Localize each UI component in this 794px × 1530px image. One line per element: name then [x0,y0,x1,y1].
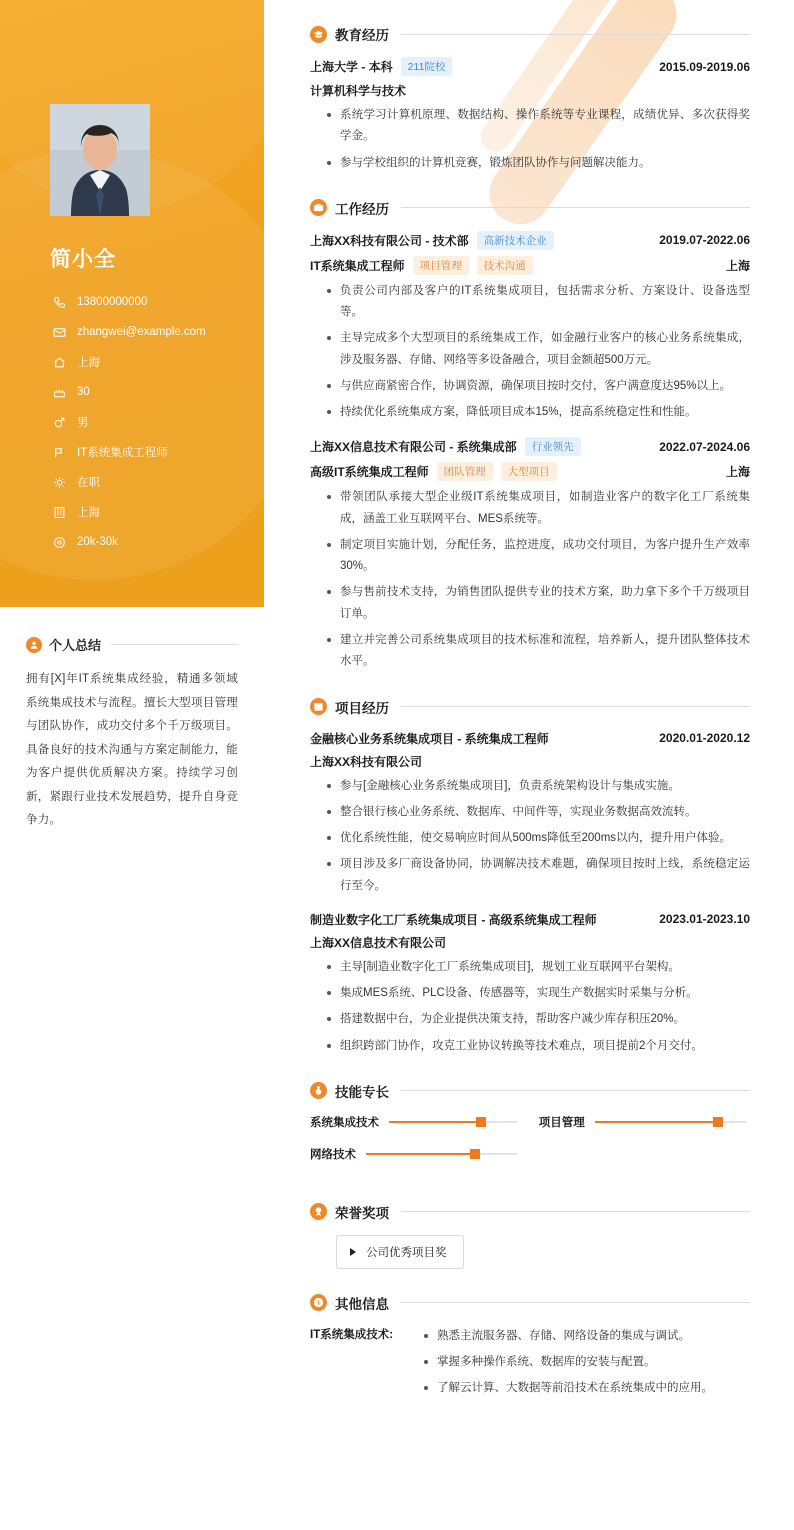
work-entry [310,231,750,424]
section-title: 其他信息 [335,1296,389,1312]
contact-item-city [50,347,206,377]
divider [401,1090,750,1091]
section-title: 项目经历 [335,700,389,716]
home-icon [50,356,68,369]
entry-org: 制造业数字化工厂系统集成项目 - 高级系统集成工程师 [310,912,597,927]
entry-subtitle: 上海XX科技有限公司 [310,754,423,769]
skill-item [310,1146,517,1162]
entry-subheading [310,753,750,770]
contact-value: zhangwei@example.com [77,326,206,338]
entry-heading [310,437,750,456]
bullet-item: 掌握多种操作系统、数据库的安装与配置。 [424,1352,713,1374]
award-icon [310,1203,327,1220]
bullet-item: 项目涉及多厂商设备协同，协调解决技术难题，确保项目按时上线，系统稳定运行至今。 [327,854,750,897]
entry-subtitle: 计算机科学与技术 [310,84,407,98]
bullet-item: 持续优化系统集成方案，降低项目成本15%，提高系统稳定性和性能。 [327,402,750,423]
honor-item[interactable] [336,1235,464,1269]
gender-icon [50,416,68,429]
section-projects [310,697,750,1057]
contact-item-gender [50,407,206,437]
bullet-item: 带领团队承接大型企业级IT系统集成项目，如制造业客户的数字化工厂系统集成，涵盖工业互联网平台、MES系统等。 [327,487,750,530]
section-title: 工作经历 [335,201,389,217]
divider [401,706,750,707]
page-title: 简小全 [50,248,116,271]
entry-org: 上海XX科技有限公司 - 技术部 [310,233,469,248]
entry-role: 高级IT系统集成工程师 [310,465,429,480]
sidebar [0,0,264,1530]
contact-value: 在职 [77,477,100,489]
entry-org: 上海XX信息技术有限公司 - 系统集成部 [310,440,517,455]
bullet-item: 主导完成多个大型项目的系统集成工作，如金融行业客户的核心业务系统集成，涉及服务器、存储、网络等多设备融合，项目金额超500万元。 [327,328,750,371]
bullet-item: 与供应商紧密合作，协调资源，确保项目按时交付，客户满意度达95%以上。 [327,376,750,397]
main-content [264,0,794,1530]
project-entry [310,911,750,1057]
skills-list [310,1114,750,1178]
entry-subheading [310,256,750,275]
skill-bar-knob[interactable] [476,1117,486,1127]
sidebar-header [0,0,264,607]
divider [401,34,750,35]
status-icon [50,476,68,489]
flag-icon [50,446,68,459]
entry-bullets [310,105,750,174]
skill-name: 项目管理 [538,1116,585,1129]
role-tag: 项目管理 [413,256,469,275]
entry-bullets [310,776,750,897]
other-info-bullets [407,1326,713,1404]
section-title: 技能专长 [335,1084,389,1100]
bullet-item: 了解云计算、大数据等前沿技术在系统集成中的应用。 [424,1378,713,1400]
contact-item-workplace [50,497,206,527]
contact-value: IT系统集成工程师 [77,447,168,459]
entry-bullets [310,487,750,672]
summary-header [26,635,238,654]
entry-heading [310,730,750,747]
entry-bullets [310,957,750,1057]
bullet-item: 建立并完善公司系统集成项目的技术标准和流程，培养新人，提升团队整体技术水平。 [327,630,750,673]
section-honors [310,1202,750,1269]
portrait-photo-icon [50,104,150,216]
skill-item [539,1114,746,1130]
other-info-row [310,1326,750,1404]
bullet-item: 参与学校组织的计算机竞赛，锻炼团队协作与问题解决能力。 [327,153,750,174]
bullet-item: 熟悉主流服务器、存储、网络设备的集成与调试。 [424,1326,713,1348]
divider [401,1211,750,1212]
project-entry [310,730,750,897]
avatar [50,104,150,216]
entry-heading [310,911,750,928]
honor-label: 公司优秀项目奖 [366,1246,447,1259]
contact-value: 男 [77,417,89,429]
skill-bar [595,1121,746,1123]
section-header [310,24,750,44]
entry-bullets [310,281,750,424]
entry-subheading [310,462,750,481]
section-skills [310,1081,750,1178]
bullet-item: 组织跨部门协作，攻克工业协议转换等技术难点，项目提前2个月交付。 [327,1036,750,1057]
section-header [310,1202,750,1222]
entry-tag: 211院校 [401,57,453,76]
contact-list [50,287,206,557]
bullet-item: 集成MES系统、PLC设备、传感器等，实现生产数据实时采集与分析。 [327,983,750,1004]
calendar-icon [310,698,327,715]
contact-item-age [50,377,206,407]
section-title: 教育经历 [335,28,389,43]
entry-tag: 高新技术企业 [477,231,554,250]
phone-icon [50,296,68,309]
bullet-item: 负责公司内部及客户的IT系统集成项目，包括需求分析、方案设计、设备选型等。 [327,281,750,324]
bullet-item: 整合银行核心业务系统、数据库、中间件等，实现业务数据高效流转。 [327,802,750,823]
info-icon [310,1294,327,1311]
summary-title: 个人总结 [49,638,102,653]
contact-value: 20k-30k [77,536,118,548]
skill-bar-fill [389,1121,481,1123]
skill-bar-fill [366,1153,475,1155]
entry-date: 2020.01-2020.12 [659,731,750,746]
section-header [310,1293,750,1313]
section-other [310,1293,750,1404]
section-education [310,24,750,174]
skill-bar-knob[interactable] [470,1149,480,1159]
entry-date: 2023.01-2023.10 [659,912,750,927]
bullet-item: 系统学习计算机原理、数据结构、操作系统等专业课程，成绩优异、多次获得奖学金。 [327,105,750,148]
contact-item-status [50,467,206,497]
entry-role: IT系统集成工程师 [310,258,405,273]
salary-icon [50,536,68,549]
briefcase-icon [310,199,327,216]
contact-value: 上海 [77,357,100,369]
entry-heading [310,231,750,250]
entry-location: 上海 [725,465,750,480]
entry-date: 2015.09-2019.06 [659,59,750,74]
entry-subtitle: 上海XX信息技术有限公司 [310,935,447,950]
education-entry [310,57,750,174]
contact-value: 30 [77,386,90,398]
bullet-item: 搭建数据中台，为企业提供决策支持，帮助客户减少库存积压20%。 [327,1009,750,1030]
divider [111,644,238,645]
bullet-item: 主导[制造业数字化工厂系统集成项目]，规划工业互联网平台架构。 [327,957,750,978]
contact-value: 上海 [77,507,100,519]
skill-name: 系统集成技术 [310,1116,379,1129]
medal-icon [310,1082,327,1099]
bullet-item: 优化系统性能，使交易响应时间从500ms降低至200ms以内，提升用户体验。 [327,828,750,849]
section-work [310,198,750,673]
play-triangle-icon [350,1248,356,1256]
bullet-item: 制定项目实施计划，分配任务，监控进度，成功交付项目，为客户提升生产效率30%。 [327,535,750,578]
section-header [310,697,750,717]
graduation-cap-icon [310,26,327,43]
divider [401,1302,750,1303]
work-entry [310,437,750,672]
section-title: 荣誉奖项 [335,1205,389,1221]
bullet-item: 参与[金融核心业务系统集成项目]，负责系统架构设计与集成实施。 [327,776,750,797]
contact-item-email [50,317,206,347]
section-header [310,198,750,218]
summary-section [0,607,264,833]
contact-value: 13800000000 [77,296,148,308]
entry-heading [310,57,750,76]
entry-location: 上海 [725,258,750,273]
section-header [310,1081,750,1101]
contact-item-salary [50,527,206,557]
entry-org: 金融核心业务系统集成项目 - 系统集成工程师 [310,731,549,746]
skill-bar-fill [595,1121,719,1123]
skill-bar [389,1121,517,1123]
skill-bar [366,1153,517,1155]
divider [401,207,750,208]
mail-icon [50,326,68,339]
entry-date: 2019.07-2022.06 [659,233,750,248]
summary-text: 拥有[X]年IT系统集成经验，精通多领域系统集成技术与流程。擅长大型项目管理与团队协作，成功交付多个千万级项目。具备良好的技术沟通与方案定制能力，能为客户提供优质解决方案。持续学习创新，紧跟行业技术发展趋势，提升自身竞争力。 [26,673,238,827]
entry-subheading [310,934,750,951]
role-tag: 技术沟通 [477,256,533,275]
entry-subheading [310,82,750,99]
role-tag: 团队管理 [437,462,493,481]
skill-bar-knob[interactable] [713,1117,723,1127]
role-tag: 大型项目 [501,462,557,481]
contact-item-title [50,437,206,467]
entry-date: 2022.07-2024.06 [659,439,750,454]
cake-icon [50,386,68,399]
skill-item [310,1114,517,1130]
entry-tag: 行业领先 [525,437,581,456]
skill-name: 网络技术 [310,1148,356,1161]
bullet-item: 参与售前技术支持，为销售团队提供专业的技术方案，助力拿下多个千万级项目订单。 [327,582,750,625]
contact-item-phone [50,287,206,317]
user-circle-icon [26,637,42,653]
building-icon [50,506,68,519]
other-info-label: IT系统集成技术: [310,1328,394,1341]
entry-org: 上海大学 - 本科 [310,60,393,74]
